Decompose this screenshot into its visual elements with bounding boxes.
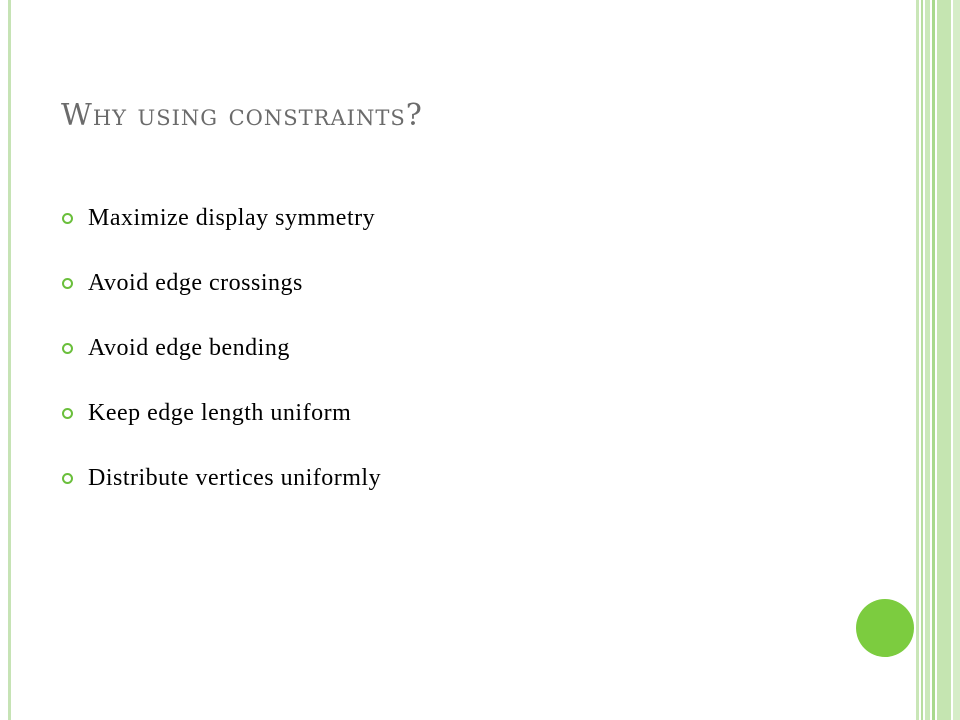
bullet-item <box>58 446 381 511</box>
stripe <box>921 0 923 720</box>
bullet-list <box>58 186 381 511</box>
bullet-circle-icon <box>62 408 73 419</box>
bullet-text: Maximize display symmetry <box>88 205 376 231</box>
stripe <box>916 0 919 720</box>
bullet-item <box>58 316 381 381</box>
stripe <box>953 0 960 720</box>
bullet-circle-icon <box>62 278 73 289</box>
stripe <box>932 0 935 720</box>
stripe <box>937 0 951 720</box>
bullet-circle-icon <box>62 473 73 484</box>
slide-title: Why using constraints? <box>61 98 423 133</box>
bullet-item <box>58 186 381 251</box>
right-decorative-stripes <box>916 0 960 720</box>
bullet-circle-icon <box>62 343 73 354</box>
left-border-line <box>8 0 11 720</box>
bullet-item <box>58 251 381 316</box>
bullet-text: Avoid edge bending <box>88 335 290 361</box>
green-circle-decoration <box>856 599 914 657</box>
bullet-item <box>58 381 381 446</box>
stripe <box>925 0 930 720</box>
bullet-text: Avoid edge crossings <box>88 270 303 296</box>
bullet-text: Keep edge length uniform <box>88 400 352 426</box>
bullet-text: Distribute vertices uniformly <box>88 465 382 491</box>
bullet-circle-icon <box>62 213 73 224</box>
